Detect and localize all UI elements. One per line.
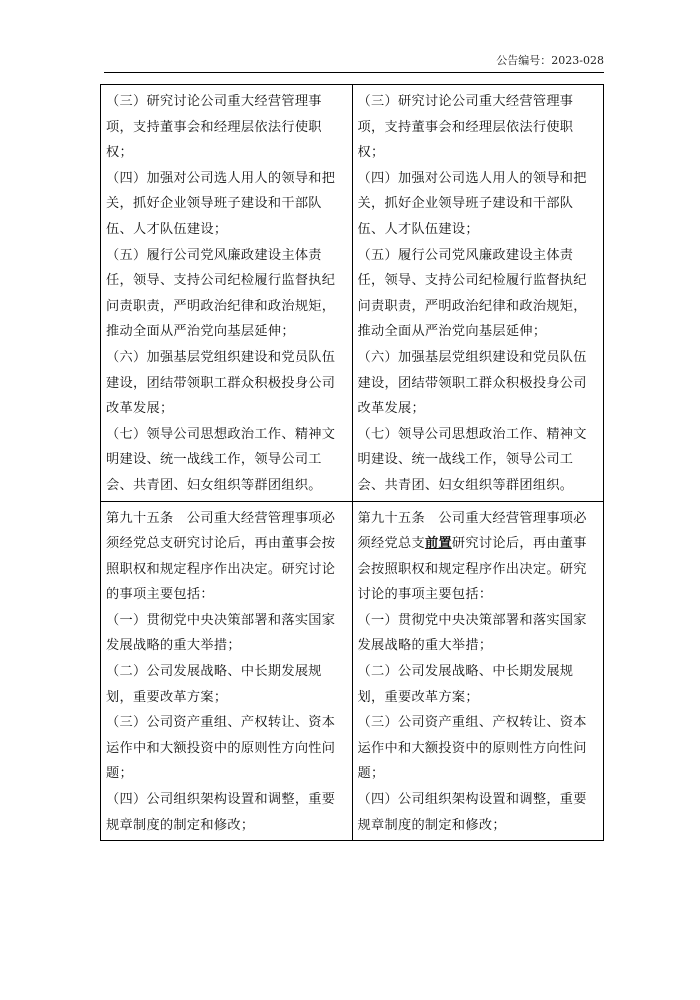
- original-text-cell: [101, 501, 353, 841]
- text-before-insert: 第九十五条 公司重大经营管理事项必须经党总支: [357, 510, 587, 552]
- paragraph: （四）公司组织架构设置和调整，重要规章制度的制定和修改；: [357, 792, 587, 833]
- table-row: [101, 85, 604, 502]
- article-paragraph: 第九十五条 公司重大经营管理事项必须经党总支研究讨论后，再由董事会按照职权和规定程序作出决定。研究讨论的事项主要包括：: [106, 510, 336, 603]
- inserted-text: 前置: [424, 536, 452, 552]
- original-text-cell: [101, 85, 353, 502]
- paragraph: （四）公司组织架构设置和调整，重要规章制度的制定和修改；: [106, 792, 336, 833]
- paragraph: （一）贯彻党中央决策部署和落实国家发展战略的重大举措；: [106, 612, 336, 654]
- paragraph: （六）加强基层党组织建设和党员队伍建设，团结带领职工群众积极投身公司改革发展；: [106, 349, 336, 417]
- paragraph: （六）加强基层党组织建设和党员队伍建设，团结带领职工群众积极投身公司改革发展；: [357, 349, 587, 417]
- text-after-insert: 研究讨论后，再由董事会按照职权和规定程序作出决定。研究讨论的事项主要包括：: [357, 536, 587, 603]
- comparison-table: [100, 84, 604, 841]
- revised-text-cell: [352, 85, 604, 502]
- paragraph: （五）履行公司党风廉政建设主体责任，领导、支持公司纪检履行监督执纪问责职责，严明政治纪律和政治规矩，推动全面从严治党向基层延伸；: [106, 247, 336, 340]
- revised-text-cell: [352, 501, 604, 841]
- paragraph: （五）履行公司党风廉政建设主体责任，领导、支持公司纪检履行监督执纪问责职责，严明政治纪律和政治规矩，推动全面从严治党向基层延伸；: [357, 247, 587, 340]
- paragraph: （七）领导公司思想政治工作、精神文明建设、统一战线工作，领导公司工会、共青团、妇女组织等群团组织。: [357, 426, 587, 493]
- paragraph: （四）加强对公司选人用人的领导和把关，抓好企业领导班子建设和干部队伍、人才队伍建设；: [357, 170, 587, 237]
- paragraph: （三）公司资产重组、产权转让、资本运作中和大额投资中的原则性方向性问题；: [357, 715, 587, 782]
- paragraph: （二）公司发展战略、中长期发展规划，重要改革方案；: [106, 664, 322, 705]
- paragraph: （七）领导公司思想政治工作、精神文明建设、统一战线工作，领导公司工会、共青团、妇女组织等群团组织。: [106, 426, 336, 493]
- paragraph: （三）研究讨论公司重大经营管理事项，支持董事会和经理层依法行使职权；: [357, 94, 574, 161]
- header-divider: [104, 72, 604, 73]
- table-row: [101, 501, 604, 841]
- paragraph: （一）贯彻党中央决策部署和落实国家发展战略的重大举措；: [357, 612, 587, 654]
- paragraph: （三）研究讨论公司重大经营管理事项，支持董事会和经理层依法行使职权；: [106, 94, 322, 161]
- paragraph: （四）加强对公司选人用人的领导和把关，抓好企业领导班子建设和干部队伍、人才队伍建设；: [106, 170, 336, 237]
- paragraph: （三）公司资产重组、产权转让、资本运作中和大额投资中的原则性方向性问题；: [106, 715, 336, 782]
- article-paragraph: [358, 506, 599, 608]
- announcement-number: 公告编号：2023-028: [496, 54, 604, 67]
- paragraph: （二）公司发展战略、中长期发展规划，重要改革方案；: [357, 664, 574, 705]
